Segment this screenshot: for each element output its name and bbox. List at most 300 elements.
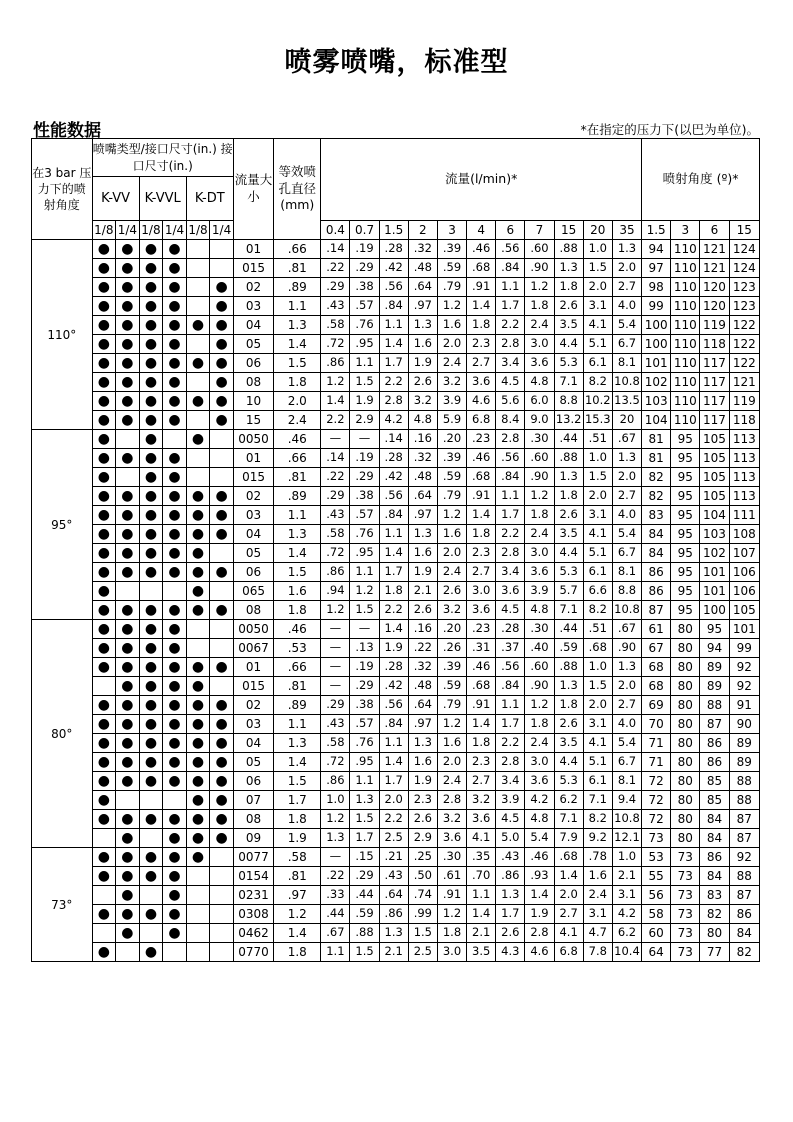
flow-size: 01 xyxy=(233,449,273,468)
availability-dot: ● xyxy=(163,715,187,734)
flow-value: 8.8 xyxy=(554,392,583,411)
flow-value: 2.4 xyxy=(437,354,466,373)
flow-value: .90 xyxy=(525,677,554,696)
flow-value: 5.9 xyxy=(437,411,466,430)
availability-dot: ● xyxy=(210,563,234,582)
spray-angle-value: 104 xyxy=(700,506,729,525)
size-header: 1/8 xyxy=(186,221,210,240)
flow-value: .68 xyxy=(467,468,496,487)
spray-angle-value: 82 xyxy=(700,905,729,924)
availability-dot: ● xyxy=(116,506,140,525)
availability-dot: ● xyxy=(139,905,163,924)
empty-cell xyxy=(186,240,210,259)
table-row xyxy=(32,943,760,962)
empty-cell xyxy=(186,449,210,468)
flow-value: 4.5 xyxy=(496,373,525,392)
empty-cell xyxy=(210,924,234,943)
table-row xyxy=(32,335,760,354)
table-row xyxy=(32,411,760,430)
orifice-diameter: 1.1 xyxy=(274,715,321,734)
flow-value: 1.9 xyxy=(350,392,379,411)
flow-size: 06 xyxy=(233,354,273,373)
availability-dot: ● xyxy=(116,848,140,867)
flow-value: — xyxy=(350,430,379,449)
orifice-diameter: .66 xyxy=(274,449,321,468)
spray-angle-value: 53 xyxy=(642,848,671,867)
spray-angle-value: 77 xyxy=(700,943,729,962)
flow-value: .39 xyxy=(437,240,466,259)
flow-value: .51 xyxy=(583,430,612,449)
flow-value: 2.7 xyxy=(612,696,641,715)
flow-value: .58 xyxy=(321,734,350,753)
flow-value: 1.5 xyxy=(583,468,612,487)
spray-angle-value: 101 xyxy=(700,582,729,601)
table-row xyxy=(32,810,760,829)
availability-dot: ● xyxy=(186,544,210,563)
flow-size: 03 xyxy=(233,297,273,316)
availability-dot: ● xyxy=(186,601,210,620)
flow-value: 3.4 xyxy=(496,772,525,791)
flow-value: 2.5 xyxy=(408,943,437,962)
flow-value: 1.8 xyxy=(554,278,583,297)
table-row xyxy=(32,316,760,335)
spray-angle-value: 71 xyxy=(642,734,671,753)
spray-angle-value: 88 xyxy=(729,772,759,791)
spray-angle-value: 85 xyxy=(700,772,729,791)
flow-value: 1.5 xyxy=(583,259,612,278)
flow-value: 3.4 xyxy=(496,354,525,373)
availability-dot: ● xyxy=(163,905,187,924)
flow-value: 1.0 xyxy=(583,240,612,259)
availability-dot: ● xyxy=(163,601,187,620)
flow-value: 1.4 xyxy=(525,886,554,905)
availability-dot: ● xyxy=(92,544,116,563)
availability-dot: ● xyxy=(116,278,140,297)
flow-value: 3.2 xyxy=(437,601,466,620)
flow-size: 03 xyxy=(233,715,273,734)
spray-angle-value: 113 xyxy=(729,487,759,506)
spray-angle-value: 86 xyxy=(700,753,729,772)
flow-value: 2.4 xyxy=(525,525,554,544)
flow-value: .56 xyxy=(379,696,408,715)
availability-dot: ● xyxy=(116,772,140,791)
availability-dot: ● xyxy=(163,259,187,278)
flow-value: .90 xyxy=(525,259,554,278)
flow-value: .67 xyxy=(612,620,641,639)
empty-cell xyxy=(210,582,234,601)
spray-angle-value: 105 xyxy=(700,449,729,468)
flow-value: 1.9 xyxy=(379,639,408,658)
spray-angle-value: 88 xyxy=(729,867,759,886)
flow-value: 1.1 xyxy=(496,487,525,506)
type-kvvl: K-VVL xyxy=(139,177,186,221)
spray-angle-value: 60 xyxy=(642,924,671,943)
empty-cell xyxy=(210,639,234,658)
flow-value: .21 xyxy=(379,848,408,867)
flow-value: 4.1 xyxy=(554,924,583,943)
flow-value: 8.2 xyxy=(583,373,612,392)
flow-value: 4.3 xyxy=(496,943,525,962)
flow-value: .16 xyxy=(408,430,437,449)
flow-value: 1.0 xyxy=(583,658,612,677)
orifice-header: 等效喷孔直径(mm) xyxy=(274,139,321,240)
flow-value: .13 xyxy=(350,639,379,658)
availability-dot: ● xyxy=(163,734,187,753)
orifice-diameter: .89 xyxy=(274,696,321,715)
spray-angle-value: 110 xyxy=(671,354,700,373)
flow-size: 02 xyxy=(233,696,273,715)
flow-value: 2.2 xyxy=(321,411,350,430)
table-row xyxy=(32,715,760,734)
availability-dot: ● xyxy=(210,734,234,753)
flow-value: .70 xyxy=(467,867,496,886)
flow-value: 3.6 xyxy=(467,373,496,392)
orifice-diameter: 1.8 xyxy=(274,373,321,392)
empty-cell xyxy=(186,468,210,487)
flow-value: 2.9 xyxy=(350,411,379,430)
flow-size: 015 xyxy=(233,259,273,278)
empty-cell xyxy=(116,468,140,487)
availability-dot: ● xyxy=(139,620,163,639)
availability-dot: ● xyxy=(210,278,234,297)
flow-value: .48 xyxy=(408,468,437,487)
empty-cell xyxy=(163,582,187,601)
availability-dot: ● xyxy=(139,392,163,411)
spray-angle-value: 69 xyxy=(642,696,671,715)
flow-size: 0050 xyxy=(233,430,273,449)
availability-dot: ● xyxy=(139,563,163,582)
flow-value: 1.8 xyxy=(525,715,554,734)
flow-value: 3.2 xyxy=(437,373,466,392)
table-row xyxy=(32,373,760,392)
flow-value: 6.1 xyxy=(583,563,612,582)
flow-value: 2.0 xyxy=(612,259,641,278)
availability-dot: ● xyxy=(163,867,187,886)
flow-value: 1.8 xyxy=(525,297,554,316)
flow-value: 2.6 xyxy=(554,297,583,316)
flow-value: 1.6 xyxy=(437,316,466,335)
availability-dot: ● xyxy=(139,734,163,753)
availability-dot: ● xyxy=(116,373,140,392)
availability-dot: ● xyxy=(92,468,116,487)
spray-angle-value: 73 xyxy=(671,867,700,886)
flow-size: 01 xyxy=(233,240,273,259)
empty-cell xyxy=(210,544,234,563)
flow-value: 1.9 xyxy=(525,905,554,924)
availability-dot: ● xyxy=(163,696,187,715)
spray-angle-value: 101 xyxy=(729,620,759,639)
flow-value: 4.8 xyxy=(525,373,554,392)
availability-dot: ● xyxy=(92,753,116,772)
flow-value: .23 xyxy=(467,430,496,449)
spray-angle-value: 117 xyxy=(700,354,729,373)
flow-size: 05 xyxy=(233,544,273,563)
availability-dot: ● xyxy=(116,810,140,829)
flow-value: .30 xyxy=(525,430,554,449)
orifice-diameter: .66 xyxy=(274,658,321,677)
availability-dot: ● xyxy=(92,810,116,829)
flow-value: .84 xyxy=(379,506,408,525)
orifice-diameter: 1.5 xyxy=(274,772,321,791)
spray-angle-value: 123 xyxy=(729,297,759,316)
flow-value: 4.8 xyxy=(525,810,554,829)
flow-value: .28 xyxy=(379,240,408,259)
flow-value: — xyxy=(321,639,350,658)
angle-pressure-header: 15 xyxy=(729,221,759,240)
flow-value: 2.2 xyxy=(379,810,408,829)
flow-value: .59 xyxy=(437,259,466,278)
spray-angle-value: 97 xyxy=(642,259,671,278)
flow-value: .64 xyxy=(408,278,437,297)
availability-dot: ● xyxy=(139,335,163,354)
spray-angle-value: 61 xyxy=(642,620,671,639)
nozzle-type-header: 喷嘴类型/接口尺寸(in.) 接口尺寸(in.) xyxy=(92,139,233,177)
flow-value: 1.3 xyxy=(408,316,437,335)
flow-value: 2.4 xyxy=(437,772,466,791)
flow-value: .19 xyxy=(350,658,379,677)
availability-dot: ● xyxy=(139,354,163,373)
availability-dot: ● xyxy=(92,734,116,753)
flow-value: 1.8 xyxy=(467,734,496,753)
flow-value: 2.7 xyxy=(467,354,496,373)
flow-header: 流量(l/min)* xyxy=(321,139,642,221)
spray-angle-value: 86 xyxy=(642,582,671,601)
flow-value: 2.8 xyxy=(496,430,525,449)
flow-size: 0231 xyxy=(233,886,273,905)
flow-value: .86 xyxy=(379,905,408,924)
flow-value: .88 xyxy=(350,924,379,943)
spray-angle-value: 73 xyxy=(671,848,700,867)
flow-value: 5.1 xyxy=(583,753,612,772)
availability-dot: ● xyxy=(163,392,187,411)
flow-value: 1.6 xyxy=(437,734,466,753)
empty-cell xyxy=(139,924,163,943)
availability-dot: ● xyxy=(163,468,187,487)
flow-pressure-header: 0.7 xyxy=(350,221,379,240)
flow-value: 2.2 xyxy=(379,601,408,620)
table-row xyxy=(32,259,760,278)
flow-value: .46 xyxy=(525,848,554,867)
flow-value: 1.3 xyxy=(408,734,437,753)
flow-value: 3.6 xyxy=(496,582,525,601)
table-row xyxy=(32,354,760,373)
empty-cell xyxy=(210,449,234,468)
spray-angle-value: 80 xyxy=(671,810,700,829)
flow-value: .29 xyxy=(321,696,350,715)
availability-dot: ● xyxy=(92,715,116,734)
flow-size: 08 xyxy=(233,810,273,829)
availability-dot: ● xyxy=(186,525,210,544)
availability-dot: ● xyxy=(139,487,163,506)
orifice-diameter: 1.3 xyxy=(274,734,321,753)
availability-dot: ● xyxy=(116,297,140,316)
flow-value: 1.4 xyxy=(379,544,408,563)
flow-value: .76 xyxy=(350,316,379,335)
spray-angle-value: 102 xyxy=(700,544,729,563)
flow-value: .79 xyxy=(437,696,466,715)
flow-value: 1.4 xyxy=(467,715,496,734)
spray-angle-value: 100 xyxy=(700,601,729,620)
spray-angle-value: 117 xyxy=(700,373,729,392)
flow-value: .60 xyxy=(525,449,554,468)
availability-dot: ● xyxy=(163,848,187,867)
flow-value: 3.1 xyxy=(612,886,641,905)
empty-cell xyxy=(210,620,234,639)
empty-cell xyxy=(163,791,187,810)
flow-value: 7.9 xyxy=(554,829,583,848)
flow-value: 2.5 xyxy=(379,829,408,848)
table-row xyxy=(32,905,760,924)
spray-angle-value: 80 xyxy=(671,753,700,772)
flow-value: 4.6 xyxy=(467,392,496,411)
flow-pressure-header: 3 xyxy=(437,221,466,240)
table-row xyxy=(32,278,760,297)
spray-angle-value: 81 xyxy=(642,430,671,449)
flow-value: .26 xyxy=(437,639,466,658)
spray-angle-value: 80 xyxy=(671,620,700,639)
spray-angle-value: 124 xyxy=(729,240,759,259)
empty-cell xyxy=(92,886,116,905)
empty-cell xyxy=(139,791,163,810)
flow-value: 1.7 xyxy=(379,563,408,582)
flow-value: 1.7 xyxy=(496,715,525,734)
spray-angle-value: 119 xyxy=(729,392,759,411)
availability-dot: ● xyxy=(210,392,234,411)
table-row xyxy=(32,430,760,449)
flow-value: 6.0 xyxy=(525,392,554,411)
flow-size: 09 xyxy=(233,829,273,848)
flow-value: 3.5 xyxy=(554,316,583,335)
spray-angle-value: 73 xyxy=(642,829,671,848)
spray-angle-value: 95 xyxy=(671,487,700,506)
spray-angle-value: 92 xyxy=(729,658,759,677)
spray-angle-value: 84 xyxy=(642,544,671,563)
flow-value: 4.2 xyxy=(379,411,408,430)
empty-cell xyxy=(92,829,116,848)
flow-value: 2.7 xyxy=(612,487,641,506)
flow-value: 1.1 xyxy=(350,563,379,582)
flow-size: 01 xyxy=(233,658,273,677)
spray-angle-value: 110 xyxy=(671,335,700,354)
flow-value: 1.2 xyxy=(321,810,350,829)
spray-angle-value: 121 xyxy=(700,259,729,278)
spray-angle-value: 82 xyxy=(729,943,759,962)
spray-angle-value: 90 xyxy=(729,715,759,734)
spray-angle-value: 103 xyxy=(700,525,729,544)
flow-value: .22 xyxy=(408,639,437,658)
spray-angle-value: 83 xyxy=(642,506,671,525)
availability-dot: ● xyxy=(92,582,116,601)
flow-value: .39 xyxy=(437,449,466,468)
flow-value: .91 xyxy=(467,278,496,297)
flow-value: 3.0 xyxy=(525,335,554,354)
flow-value: 1.2 xyxy=(321,601,350,620)
availability-dot: ● xyxy=(92,620,116,639)
flow-value: .68 xyxy=(467,677,496,696)
page-title: 喷雾喷嘴，标准型 xyxy=(284,47,509,78)
orifice-diameter: 2.4 xyxy=(274,411,321,430)
availability-dot: ● xyxy=(116,924,140,943)
spray-angle-value: 95 xyxy=(671,430,700,449)
orifice-diameter: .58 xyxy=(274,848,321,867)
flow-value: 4.1 xyxy=(467,829,496,848)
empty-cell xyxy=(186,943,210,962)
flow-value: .44 xyxy=(321,905,350,924)
flow-value: — xyxy=(321,677,350,696)
flow-value: .58 xyxy=(321,316,350,335)
spray-angle-value: 110 xyxy=(671,240,700,259)
spray-angle-value: 82 xyxy=(642,487,671,506)
flow-value: 5.3 xyxy=(554,563,583,582)
availability-dot: ● xyxy=(92,601,116,620)
availability-dot: ● xyxy=(116,753,140,772)
availability-dot: ● xyxy=(116,715,140,734)
flow-size: 0154 xyxy=(233,867,273,886)
flow-size: 02 xyxy=(233,487,273,506)
flow-value: 4.5 xyxy=(496,601,525,620)
flow-value: .60 xyxy=(525,240,554,259)
spray-angle-value: 73 xyxy=(671,905,700,924)
flow-value: .25 xyxy=(408,848,437,867)
spray-angle-value: 110 xyxy=(671,411,700,430)
availability-dot: ● xyxy=(92,259,116,278)
orifice-diameter: 1.3 xyxy=(274,316,321,335)
flow-value: 1.2 xyxy=(321,373,350,392)
flow-value: 8.1 xyxy=(612,563,641,582)
availability-dot: ● xyxy=(210,753,234,772)
spray-angle-value: 118 xyxy=(700,335,729,354)
flow-value: 1.4 xyxy=(379,335,408,354)
orifice-diameter: .81 xyxy=(274,468,321,487)
flow-value: 4.6 xyxy=(525,943,554,962)
table-row xyxy=(32,563,760,582)
availability-dot: ● xyxy=(116,544,140,563)
flow-value: .50 xyxy=(408,867,437,886)
spray-angle-value: 110 xyxy=(671,259,700,278)
availability-dot: ● xyxy=(210,829,234,848)
flow-value: .60 xyxy=(525,658,554,677)
availability-dot: ● xyxy=(186,848,210,867)
flow-value: 1.8 xyxy=(467,316,496,335)
flow-value: 2.4 xyxy=(525,734,554,753)
availability-dot: ● xyxy=(163,563,187,582)
flow-value: .84 xyxy=(496,468,525,487)
availability-dot: ● xyxy=(92,506,116,525)
flow-value: .86 xyxy=(321,772,350,791)
flow-value: 2.3 xyxy=(408,791,437,810)
orifice-diameter: .66 xyxy=(274,240,321,259)
flow-value: .33 xyxy=(321,886,350,905)
flow-value: .22 xyxy=(321,867,350,886)
flow-value: 4.8 xyxy=(408,411,437,430)
flow-value: 2.8 xyxy=(496,753,525,772)
empty-cell xyxy=(186,297,210,316)
flow-value: .14 xyxy=(379,430,408,449)
angle-column-header: 在3 bar 压力下的喷射角度 xyxy=(32,139,93,240)
flow-value: 13.5 xyxy=(612,392,641,411)
flow-value: .90 xyxy=(525,468,554,487)
availability-dot: ● xyxy=(210,373,234,392)
flow-value: .44 xyxy=(554,430,583,449)
flow-value: 5.1 xyxy=(583,335,612,354)
flow-size: 08 xyxy=(233,601,273,620)
spray-angle-value: 80 xyxy=(671,639,700,658)
empty-cell xyxy=(210,430,234,449)
flow-value: .68 xyxy=(583,639,612,658)
flow-value: .56 xyxy=(379,278,408,297)
flow-value: 1.3 xyxy=(554,468,583,487)
flow-value: 1.7 xyxy=(496,905,525,924)
